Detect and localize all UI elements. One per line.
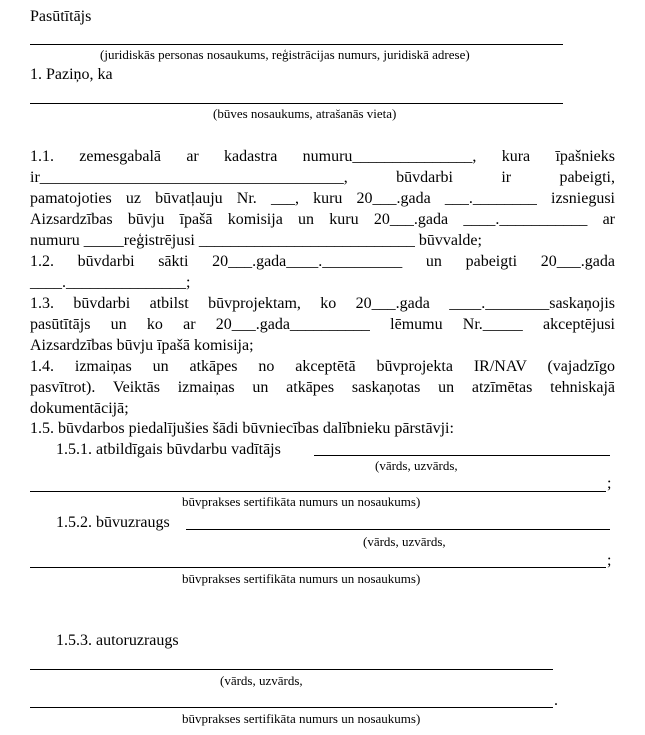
item1-5-2-cert-caption: būvprakses sertifikāta numurs un nosaukums) <box>182 571 421 586</box>
item1-1-line-3: pamatojoties uz būvatļauju Nr. ___, kuru 20___.gada ___.________ izsniegusi <box>30 190 615 207</box>
building-fill-line[interactable] <box>30 103 563 104</box>
item1-3-line-1: 1.3. būvdarbi atbilst būvprojektam, ko 20___.gada ____.________saskaņojis <box>30 295 615 312</box>
item1-2-line-2: ____._______________; <box>30 274 191 291</box>
item1-5-2-end-mark: ; <box>607 552 612 569</box>
item1-5-3-name-line[interactable] <box>30 669 553 670</box>
item1-5-3-name-caption: (vārds, uzvārds, <box>220 673 303 688</box>
item1-3-line-2: pasūtītājs un ko ar 20___.gada__________ lēmumu Nr._____ akceptējusi <box>30 316 615 333</box>
item1-5-1-cert-line[interactable] <box>30 491 606 492</box>
item1-4-line-1: 1.4. izmaiņas un atkāpes no akceptētā būvprojekta IR/NAV (vajadzīgo <box>30 358 615 375</box>
item1-1-line-4: Aizsardzības būvju īpašā komisija un kuru 20___.gada ____.___________ ar <box>30 211 615 228</box>
building-caption: (būves nosaukums, atrašanās vieta) <box>213 106 397 121</box>
item1-5-1-name-line[interactable] <box>314 455 610 456</box>
entity-fill-line[interactable] <box>30 44 563 45</box>
item1-5-2-cert-line[interactable] <box>30 567 606 568</box>
item1-5-3-label: 1.5.3. autoruzraugs <box>56 632 179 649</box>
item1-2-line-1: 1.2. būvdarbi sākti 20___.gada____.__________ un pabeigti 20___.gada <box>30 253 615 270</box>
item1-3-line-3: Aizsardzības būvju īpašā komisija; <box>30 337 254 354</box>
item1-5-2-label: 1.5.2. būvuzraugs <box>56 514 170 531</box>
item1-1-line-5: numuru _____reģistrējusi ___________________________ būvvalde; <box>30 232 482 249</box>
item1-5-1-label: 1.5.1. atbildīgais būvdarbu vadītājs <box>56 441 281 458</box>
item1-5-text: 1.5. būvdarbos piedalījušies šādi būvniecības dalībnieku pārstāvji: <box>30 420 454 437</box>
item1-5-1-end-mark: ; <box>607 475 612 492</box>
item1-5-3-end-mark: . <box>554 692 558 709</box>
item1-1-line-1: 1.1. zemesgabalā ar kadastra numuru_______________, kura īpašnieks <box>30 148 615 165</box>
page-title: Pasūtītājs <box>30 8 92 25</box>
item1-4-line-3: dokumentācijā; <box>30 400 129 417</box>
item1-5-2-name-caption: (vārds, uzvārds, <box>363 534 446 549</box>
item1-5-3-cert-caption: būvprakses sertifikāta numurs un nosaukums) <box>182 711 421 726</box>
item1-5-2-name-line[interactable] <box>186 529 610 530</box>
item1-5-1-name-caption: (vārds, uzvārds, <box>375 458 458 473</box>
item1-5-1-cert-caption: būvprakses sertifikāta numurs un nosaukums) <box>182 494 421 509</box>
item1-1-line-2: ir______________________________________, būvdarbi ir pabeigti, <box>30 169 615 186</box>
item1-5-3-cert-line[interactable] <box>30 707 553 708</box>
entity-caption: (juridiskās personas nosaukums, reģistrācijas numurs, juridiskā adrese) <box>100 47 470 62</box>
item1-4-line-2: pasvītrot). Veiktās izmaiņas un atkāpes saskaņotas un atzīmētas tehniskajā <box>30 379 615 396</box>
item1-label: 1. Paziņo, ka <box>30 66 113 83</box>
